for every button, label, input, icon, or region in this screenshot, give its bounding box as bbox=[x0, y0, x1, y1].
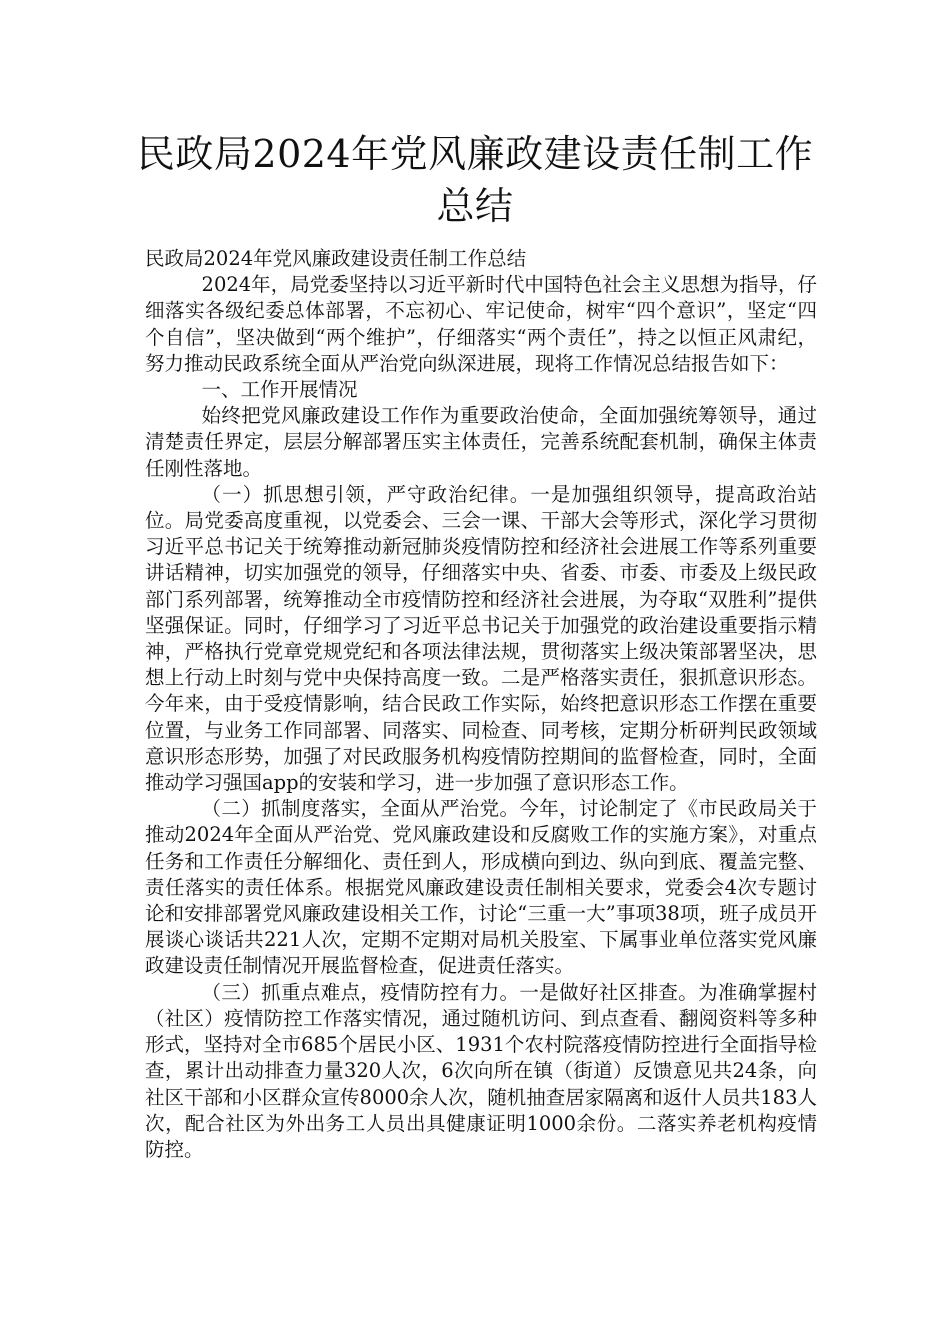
document-title: 民政局2024年党风廉政建设责任制工作总结 bbox=[136, 132, 814, 228]
intro-paragraph: 2024年，局党委坚持以习近平新时代中国特色社会主义思想为指导，仔细落实各级纪委总体部署，不忘初心、牢记使命，树牢“四个意识”，坚定“四个自信”，坚决做到“两个维护”，仔细落实“两个责任”，持之以恒正风肃纪，努力推动民政系统全面从严治党向纵深进展，现将工作情况总结报告如下： bbox=[145, 273, 817, 375]
body-paragraph: （一）抓思想引领，严守政治纪律。一是加强组织领导，提高政治站位。局党委高度重视，以党委会、三会一课、干部大会等形式，深化学习贯彻习近平总书记关于统筹推动新冠肺炎疫情防控和经济社会进展工作等系列重要讲话精神，切实加强党的领导，仔细落实中央、省委、市委、市委及上级民政部门系列部署，统筹推动全市疫情防控和经济社会进展，为夺取“双胜利”提供坚强保证。同时，仔细学习了习近平总书记关于加强党的政治建设重要指示精神，严格执行党章党规党纪和各项法律法规，贯彻落实上级决策部署坚决，思想上行动上时刻与党中央保持高度一致。二是严格落实责任，狠抓意识形态。今年来，由于受疫情影响，结合民政工作实际，始终把意识形态工作摆在重要位置，与业务工作同部署、同落实、同检查、同考核，定期分析研判民政领域意识形态形势，加强了对民政服务机构疫情防控期间的监督检查，同时，全面推动学习强国app的安装和学习，进一步加强了意识形态工作。 bbox=[145, 482, 817, 795]
document-body bbox=[145, 246, 817, 1163]
body-paragraph: （三）抓重点难点，疫情防控有力。一是做好社区排查。为准确掌握村（社区）疫情防控工作落实情况，通过随机访问、到点查看、翻阅资料等多种形式，坚持对全市685个居民小区、1931个农村院落疫情防控进行全面指导检查，累计出动排查力量320人次，6次向所在镇（街道）反馈意见共24条，向社区干部和小区群众宣传8000余人次，随机抽查居家隔离和返什人员共183人次，配合社区为外出务工人员出具健康证明1000余份。二落实养老机构疫情防控。 bbox=[145, 980, 817, 1161]
document-subtitle: 民政局2024年党风廉政建设责任制工作总结 bbox=[145, 247, 527, 270]
section-heading: 一、工作开展情况 bbox=[201, 378, 358, 402]
body-paragraph: 始终把党风廉政建设工作作为重要政治使命，全面加强统筹领导，通过清楚责任界定，层层分解部署压实主体责任，完善系统配套机制，确保主体责任刚性落地。 bbox=[145, 404, 817, 480]
body-paragraph: （二）抓制度落实，全面从严治党。今年，讨论制定了《市民政局关于推动2024年全面从严治党、党风廉政建设和反腐败工作的实施方案》，对重点任务和工作责任分解细化、责任到人，形成横向到边、纵向到底、覆盖完整、责任落实的责任体系。根据党风廉政建设责任制相关要求，党委会4次专题讨论和安排部署党风廉政建设相关工作，讨论“三重一大”事项38项，班子成员开展谈心谈话共221人次，定期不定期对局机关股室、下属事业单位落实党风廉政建设责任制情况开展监督检查，促进责任落实。 bbox=[145, 797, 817, 978]
